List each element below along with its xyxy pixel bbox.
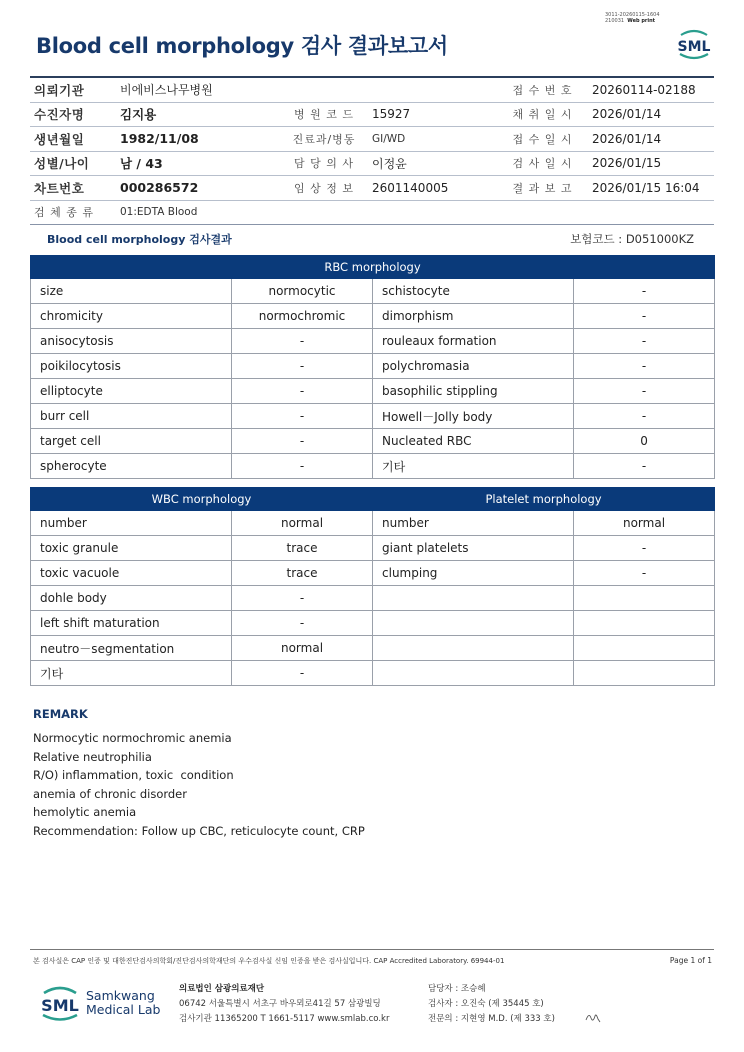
- finding-name: burr cell: [31, 404, 232, 429]
- finding-name: spherocyte: [31, 454, 232, 479]
- table-row: [31, 661, 715, 686]
- logo-small-text: SML: [677, 39, 711, 55]
- finding-name: dohle body: [31, 586, 232, 611]
- info-value: 2026/01/14: [586, 127, 714, 152]
- finding-name: toxic vacuole: [31, 561, 232, 586]
- finding-name: neutro－segmentation: [31, 636, 232, 661]
- info-value: 000286572: [114, 176, 282, 201]
- info-row: [30, 102, 714, 127]
- finding-value: -: [232, 404, 373, 429]
- info-value: 2601140005: [366, 176, 499, 201]
- print-code: 3011-20260115-1604 210031 Web print: [605, 12, 660, 24]
- table-row: [31, 304, 715, 329]
- finding-value: -: [232, 611, 373, 636]
- table-row: [31, 429, 715, 454]
- finding-name: poikilocytosis: [31, 354, 232, 379]
- accreditation-note: 본 검사실은 CAP 인증 및 대한진단검사의학회/진단검사의학재단의 우수검사실 신임 인증을 받은 검사실입니다. CAP Accredited Laboratory. 69944-01: [33, 957, 505, 965]
- finding-value: normochromic: [232, 304, 373, 329]
- info-label: 수진자명: [30, 102, 114, 127]
- info-value: [366, 77, 499, 102]
- finding-name: dimorphism: [373, 304, 574, 329]
- finding-name: [373, 586, 574, 611]
- info-value: 이정윤: [366, 151, 499, 176]
- finding-name: [373, 611, 574, 636]
- finding-value: -: [232, 429, 373, 454]
- wbc-platelet-table: [30, 487, 715, 686]
- specimen-value: 01:EDTA Blood: [114, 200, 714, 225]
- info-row: [30, 77, 714, 102]
- signature-icon: [584, 1010, 602, 1024]
- finding-name: [373, 661, 574, 686]
- page-number: Page 1 of 1: [669, 956, 712, 965]
- finding-value: [574, 636, 715, 661]
- rbc-morphology-table: [30, 255, 715, 479]
- finding-value: -: [574, 454, 715, 479]
- table-row: [31, 354, 715, 379]
- remark-line: anemia of chronic disorder: [33, 786, 187, 801]
- finding-value: trace: [232, 536, 373, 561]
- finding-name: chromicity: [31, 304, 232, 329]
- finding-value: [574, 586, 715, 611]
- finding-value: -: [232, 586, 373, 611]
- info-row: [30, 176, 714, 201]
- info-value: 2026/01/14: [586, 102, 714, 127]
- finding-value: -: [232, 354, 373, 379]
- finding-value: -: [574, 404, 715, 429]
- info-row: [30, 200, 714, 225]
- platelet-header: Platelet morphology: [373, 488, 715, 511]
- finding-name: elliptocyte: [31, 379, 232, 404]
- finding-name: left shift maturation: [31, 611, 232, 636]
- table-row: [31, 611, 715, 636]
- info-value: 2026/01/15: [586, 151, 714, 176]
- company-address: 의료법인 삼광의료재단 06742 서울특별시 서초구 바우뫼로41길 57 삼광빌딩 검사기관 11365200 T 1661-5117 www.smlab.co.kr: [179, 984, 390, 1024]
- info-label: 진료과/병동: [282, 127, 366, 152]
- finding-value: normal: [232, 511, 373, 536]
- report-title: Blood cell morphology 검사 결과보고서: [36, 34, 448, 58]
- finding-name: Nucleated RBC: [373, 429, 574, 454]
- finding-name: polychromasia: [373, 354, 574, 379]
- samkwang-logo-icon: [36, 982, 84, 1024]
- table-row: [31, 379, 715, 404]
- remark-line: Normocytic normochromic anemia: [33, 731, 232, 745]
- table-row: [31, 329, 715, 354]
- finding-value: [574, 611, 715, 636]
- table-row: [31, 511, 715, 536]
- info-value: 15927: [366, 102, 499, 127]
- remark-line: hemolytic anemia: [33, 805, 137, 820]
- finding-name: schistocyte: [373, 279, 574, 304]
- finding-value: -: [232, 661, 373, 686]
- info-value: 20260114-02188: [586, 77, 714, 102]
- info-row: [30, 151, 714, 176]
- finding-value: -: [574, 354, 715, 379]
- finding-name: number: [373, 511, 574, 536]
- finding-name: basophilic stippling: [373, 379, 574, 404]
- specimen-label: 검 체 종 류: [30, 200, 114, 225]
- info-value: GI/WD: [366, 127, 499, 152]
- finding-value: -: [574, 279, 715, 304]
- wbc-header: WBC morphology: [31, 488, 373, 511]
- finding-value: -: [232, 454, 373, 479]
- finding-value: normal: [232, 636, 373, 661]
- finding-name: clumping: [373, 561, 574, 586]
- insurance-code: 보험코드 : D051000KZ: [570, 232, 694, 246]
- finding-name: rouleaux formation: [373, 329, 574, 354]
- finding-name: 기타: [31, 661, 232, 686]
- info-label: 담 당 의 사: [282, 151, 366, 176]
- finding-value: -: [574, 536, 715, 561]
- finding-value: normal: [574, 511, 715, 536]
- finding-value: -: [232, 329, 373, 354]
- finding-name: Howell－Jolly body: [373, 404, 574, 429]
- finding-name: size: [31, 279, 232, 304]
- info-value: 2026/01/15 16:04: [586, 176, 714, 201]
- finding-value: -: [574, 329, 715, 354]
- finding-value: -: [574, 561, 715, 586]
- info-row: [30, 127, 714, 152]
- patient-info-table: [30, 76, 714, 225]
- info-label: 결 과 보 고: [499, 176, 586, 201]
- finding-name: toxic granule: [31, 536, 232, 561]
- info-value: 김지용: [114, 102, 282, 127]
- info-label: 검 사 일 시: [499, 151, 586, 176]
- table-row: [31, 454, 715, 479]
- info-value: 비에비스나무병원: [114, 77, 282, 102]
- finding-name: [373, 636, 574, 661]
- remark-line: R/O) inflammation, toxic condition: [33, 768, 234, 783]
- remark-line: Recommendation: Follow up CBC, reticulocyte count, CRP: [33, 823, 365, 838]
- finding-name: giant platelets: [373, 536, 574, 561]
- info-label: 차트번호: [30, 176, 114, 201]
- info-value: 남 / 43: [114, 151, 282, 176]
- table-row: [31, 561, 715, 586]
- finding-name: anisocytosis: [31, 329, 232, 354]
- remark-line: Relative neutrophilia: [33, 749, 152, 764]
- finding-value: -: [232, 379, 373, 404]
- table-row: [31, 404, 715, 429]
- info-label: 병 원 코 드: [282, 102, 366, 127]
- finding-name: 기타: [373, 454, 574, 479]
- company-name: Samkwang Medical Lab: [86, 988, 161, 1017]
- table-row: [31, 279, 715, 304]
- finding-value: -: [574, 379, 715, 404]
- rbc-header: RBC morphology: [31, 256, 715, 279]
- logo-footer-text: SML: [41, 996, 79, 1015]
- sml-logo-icon: [672, 26, 716, 62]
- staff-list: 담당자 : 조승혜 검사자 : 오진숙 (제 35445 호) 전문의 : 지현영 M.D. (제 333 호): [428, 984, 555, 1024]
- table-row: [31, 636, 715, 661]
- info-label: 성별/나이: [30, 151, 114, 176]
- finding-name: target cell: [31, 429, 232, 454]
- finding-value: trace: [232, 561, 373, 586]
- info-value: 1982/11/08: [114, 127, 282, 152]
- finding-name: number: [31, 511, 232, 536]
- finding-value: normocytic: [232, 279, 373, 304]
- finding-value: -: [574, 304, 715, 329]
- finding-value: [574, 661, 715, 686]
- info-label: 접 수 일 시: [499, 127, 586, 152]
- remark-text: [33, 729, 365, 841]
- table-row: [31, 536, 715, 561]
- info-label: 생년월일: [30, 127, 114, 152]
- finding-value: 0: [574, 429, 715, 454]
- table-row: [31, 586, 715, 611]
- footer-divider: [30, 949, 714, 950]
- info-label: 의뢰기관: [30, 77, 114, 102]
- info-label: 채 취 일 시: [499, 102, 586, 127]
- info-label: [282, 77, 366, 102]
- results-section-title: Blood cell morphology 검사결과: [47, 233, 232, 246]
- info-label: 임 상 정 보: [282, 176, 366, 201]
- remark-title: REMARK: [33, 707, 88, 721]
- info-label: 접 수 번 호: [499, 77, 586, 102]
